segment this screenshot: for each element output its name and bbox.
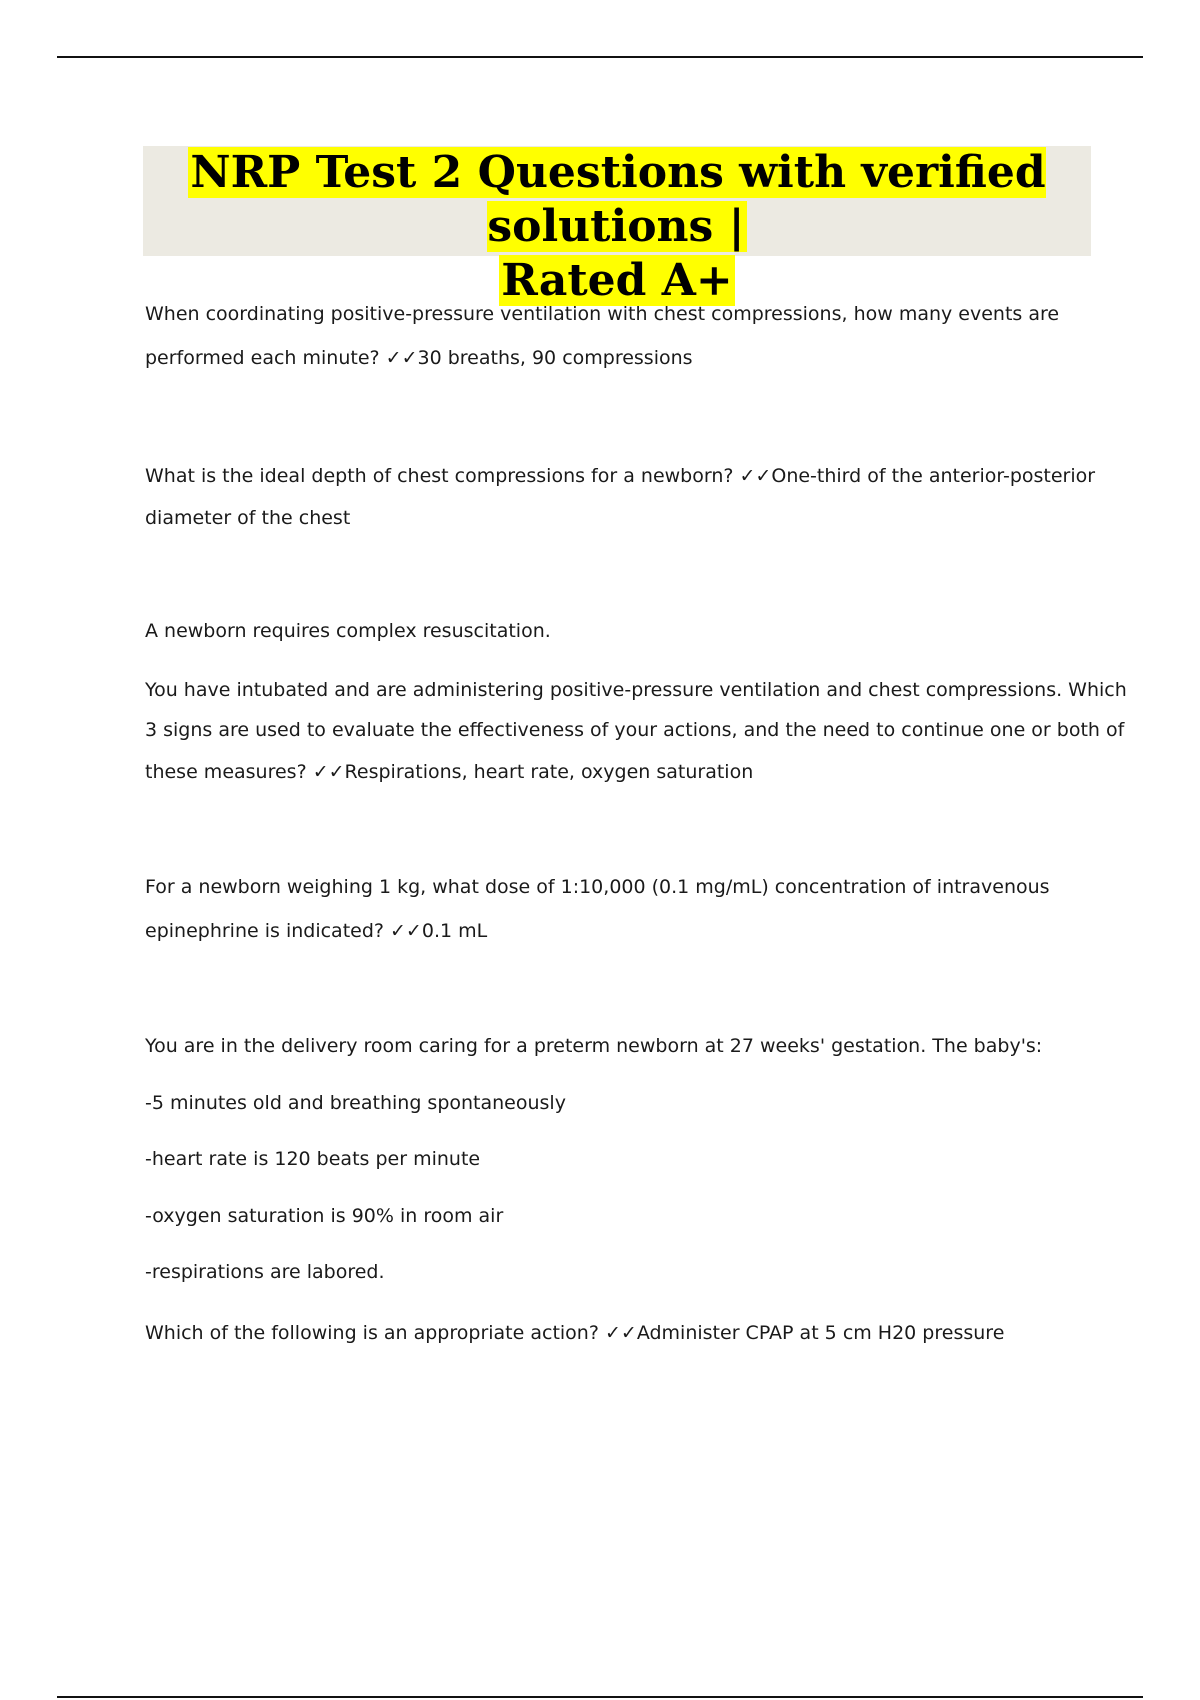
q4-question-text: epinephrine is indicated? <box>145 920 391 942</box>
q5-bullet-1: -5 minutes old and breathing spontaneously <box>145 1092 566 1114</box>
q2-line-2: diameter of the chest <box>145 507 351 529</box>
q2-answer: One-third of the anterior-posterior <box>771 465 1096 487</box>
q5-bullet-4: -respirations are labored. <box>145 1261 385 1283</box>
q5-intro: You are in the delivery room caring for a preterm newborn at 27 weeks' gestation. The baby's: <box>145 1035 1043 1057</box>
q1-question-text: performed each minute? <box>145 347 386 369</box>
q4-answer: 0.1 mL <box>421 920 488 942</box>
top-rule <box>57 56 1143 58</box>
q2-question-text: What is the ideal depth of chest compressions for a newborn? <box>145 465 740 487</box>
double-check-icon: ✓✓ <box>604 1322 637 1344</box>
double-check-icon: ✓✓ <box>312 761 345 783</box>
q5-bullet-2: -heart rate is 120 beats per minute <box>145 1148 481 1170</box>
q2-line-1 <box>145 464 1095 488</box>
title-line-2: Rated A+ <box>501 255 733 306</box>
q5-question-text: Which of the following is an appropriate action? <box>145 1322 605 1344</box>
double-check-icon: ✓✓ <box>390 920 422 942</box>
q5-bullet-3: -oxygen saturation is 90% in room air <box>145 1205 504 1227</box>
bottom-rule <box>57 1696 1143 1698</box>
document-title <box>143 146 1091 306</box>
double-check-icon: ✓✓ <box>739 465 772 487</box>
q1-line-2 <box>145 346 693 370</box>
q3-line-3 <box>145 760 753 784</box>
q3-question-text: these measures? <box>145 761 313 783</box>
title-line-1: NRP Test 2 Questions with verified solutions | <box>190 147 1046 252</box>
q4-line-1: For a newborn weighing 1 kg, what dose of 1:10,000 (0.1 mg/mL) concentration of intravenous <box>145 876 1050 898</box>
double-check-icon: ✓✓ <box>385 347 418 369</box>
q3-intro: A newborn requires complex resuscitation. <box>145 620 551 642</box>
q1-answer: 30 breaths, 90 compressions <box>417 347 693 369</box>
q3-line-1: You have intubated and are administering positive-pressure ventilation and chest compressions. Which <box>145 679 1127 701</box>
q1-line-1: When coordinating positive-pressure ventilation with chest compressions, how many events are <box>145 303 1060 325</box>
q5-answer: Administer CPAP at 5 cm H20 pressure <box>636 1322 1005 1344</box>
q3-answer: Respirations, heart rate, oxygen saturation <box>344 761 754 783</box>
q3-line-2: 3 signs are used to evaluate the effectiveness of your actions, and the need to continue one or both of <box>145 719 1125 741</box>
q5-question-line <box>145 1321 1004 1345</box>
q4-line-2 <box>145 919 487 943</box>
